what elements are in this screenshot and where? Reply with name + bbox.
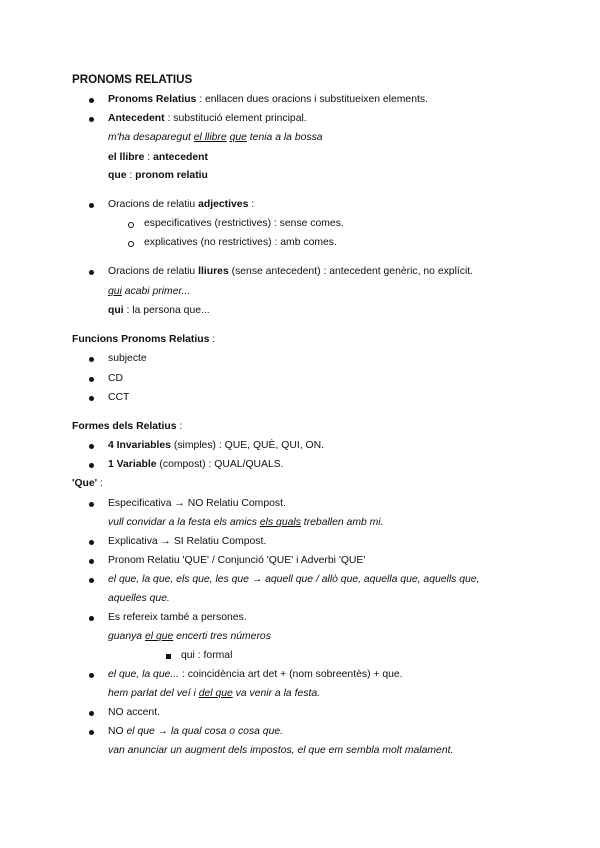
bullet-icon bbox=[89, 616, 94, 621]
item-especificativa: Especificativa → NO Relatiu Compost. bbox=[108, 498, 286, 509]
bullet-icon bbox=[89, 357, 94, 362]
bullet-icon bbox=[89, 444, 94, 449]
item-no-accent: NO accent. bbox=[108, 707, 160, 718]
bullet-icon bbox=[89, 396, 94, 401]
item-la-qual-cosa: NO el que → la qual cosa o cosa que. bbox=[108, 726, 284, 737]
square-bullet-icon bbox=[166, 654, 171, 659]
item-que-types: Pronom Relatiu 'QUE' / Conjunció 'QUE' i Adverbi 'QUE' bbox=[108, 555, 366, 566]
item-el-que: el que, la que, els que, les que → aquell que / allò que, aquella que, aquells que, bbox=[108, 574, 480, 585]
list-item: CD bbox=[108, 373, 124, 384]
item-coincidencia: el que, la que... : coincidència art det + (nom sobreentès) + que. bbox=[108, 669, 403, 680]
bullet-icon bbox=[89, 117, 94, 122]
item-antecedent: Antecedent : substitució element principal. bbox=[108, 113, 307, 124]
subitem-qui-formal: qui : formal bbox=[181, 650, 233, 661]
bullet-icon bbox=[89, 270, 94, 275]
item-pronoms-relatius: Pronoms Relatius : enllacen dues oracions i substitueixen elements. bbox=[108, 94, 428, 105]
item-variable: 1 Variable (compost) : QUAL/QUALS. bbox=[108, 459, 284, 470]
example-la-qual-cosa: van anunciar un augment dels impostos, el que em sembla molt malament. bbox=[108, 745, 454, 756]
section-heading-formes: Formes dels Relatius : bbox=[72, 421, 183, 432]
item-explicativa: Explicativa → SI Relatiu Compost. bbox=[108, 536, 267, 547]
bullet-icon bbox=[89, 463, 94, 468]
section-heading-que: 'Que' : bbox=[72, 478, 103, 489]
item-lliures: Oracions de relatiu lliures (sense antecedent) : antecedent genèric, no explícit. bbox=[108, 266, 474, 277]
item-adjectives: Oracions de relatiu adjectives : bbox=[108, 199, 255, 210]
circle-bullet-icon bbox=[128, 241, 134, 247]
bullet-icon bbox=[89, 377, 94, 382]
bullet-icon bbox=[89, 559, 94, 564]
example-coincidencia: hem parlat del veí i del que va venir a la festa. bbox=[108, 688, 320, 699]
list-item: CCT bbox=[108, 392, 130, 403]
example-qui: qui acabi primer... bbox=[108, 286, 191, 297]
example-antecedent: el llibre : antecedent bbox=[108, 152, 208, 163]
bullet-icon bbox=[89, 711, 94, 716]
item-persones: Es refereix també a persones. bbox=[108, 612, 247, 623]
bullet-icon bbox=[89, 203, 94, 208]
bullet-icon bbox=[89, 98, 94, 103]
example-qui-explanation: qui : la persona que... bbox=[108, 305, 210, 316]
example-persones: guanya el que encerti tres números bbox=[108, 631, 271, 642]
example-especificativa: vull convidar a la festa els amics els quals treballen amb mi. bbox=[108, 517, 384, 528]
list-item: subjecte bbox=[108, 353, 147, 364]
circle-bullet-icon bbox=[128, 222, 134, 228]
example-sentence: m'ha desaparegut el llibre que tenia a la bossa bbox=[108, 132, 323, 143]
example-relative: que : pronom relatiu bbox=[108, 170, 208, 181]
subitem-explicatives: explicatives (no restrictives) : amb comes. bbox=[144, 237, 337, 248]
page-title: PRONOMS RELATIUS bbox=[72, 73, 193, 86]
subitem-especificatives: especificatives (restrictives) : sense comes. bbox=[144, 218, 344, 229]
section-heading-funcions: Funcions Pronoms Relatius : bbox=[72, 334, 216, 345]
bullet-icon bbox=[89, 730, 94, 735]
bullet-icon bbox=[89, 578, 94, 583]
item-invariables: 4 Invariables (simples) : QUE, QUÈ, QUI, ON. bbox=[108, 440, 324, 451]
bullet-icon bbox=[89, 502, 94, 507]
bullet-icon bbox=[89, 540, 94, 545]
bullet-icon bbox=[89, 673, 94, 678]
item-el-que-cont: aquelles que. bbox=[108, 593, 170, 604]
